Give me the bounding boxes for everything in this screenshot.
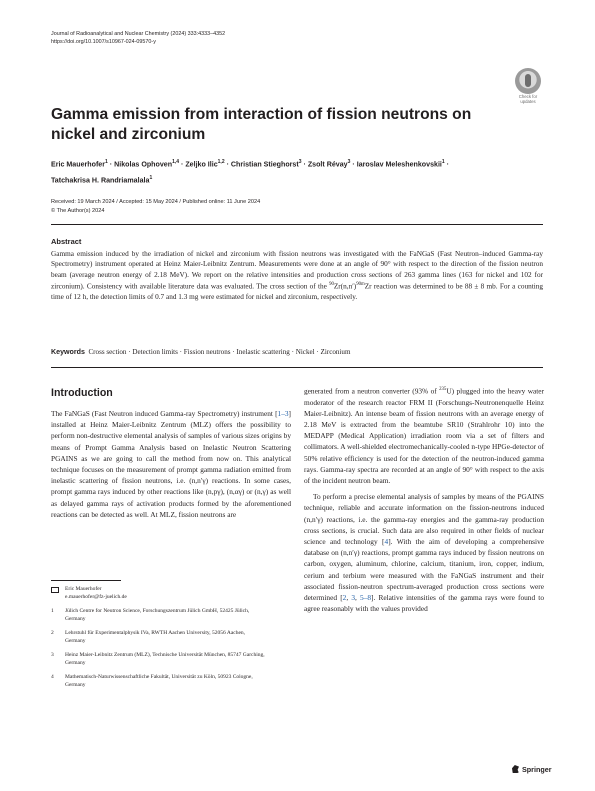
body-column-left <box>51 408 291 520</box>
badge-line-1: Check for <box>518 94 538 99</box>
email-link[interactable]: e.mauerhofer@fz-juelich.de <box>65 593 127 600</box>
divider <box>51 224 543 225</box>
citation-link[interactable]: 1–3 <box>277 409 289 418</box>
author-affiliation: 1 <box>105 159 108 165</box>
author-name[interactable]: Zeljko Ilic <box>185 160 218 169</box>
corresponding-author: Eric Mauerhofer <box>65 586 102 592</box>
springer-horse-icon <box>512 765 519 773</box>
author-affiliation: 1,4 <box>172 159 180 165</box>
author-name[interactable]: Tatchakrisa H. Randriamalala <box>51 176 150 185</box>
author-name[interactable]: Iaroslav Meleshenkovskii <box>356 160 442 169</box>
journal-citation: Journal of Radioanalytical and Nuclear Chemistry (2024) 333:4333–4352 <box>51 31 226 37</box>
doi-link[interactable]: https://doi.org/10.1007/s10967-024-09570-y <box>51 39 156 45</box>
check-for-updates-badge[interactable] <box>513 68 543 104</box>
author-affiliation: 1 <box>441 159 445 165</box>
journal-header <box>51 30 225 46</box>
paragraph: The FaNGaS (Fast Neutron induced Gamma-ray Spectrometry) instrument [1–3] installed at Heinz Maier-Leibnitz Zentrum (MLZ) offers the possibility to perform non-destructive elemental analysis of samples of various sizes origins by means of Prompt Gamma Analysis based on Inelastic Neutron Scattering PGAINS as we are going to call the method from now on. This analytical technique focuses on the measurement of prompt gamma radiation emitted from inelastic scattering of fission neutrons, i.e. (n,n′γ) reactions. In some cases, prompt gamma rays induced by other reactions like (n,pγ), (n,αγ) or (n,γ) as well as delayed gamma rays of activation products formed by the aforementioned reactions can be detected as well. At MLZ, fission neutrons are <box>51 409 291 519</box>
citation-link[interactable]: 5–8 <box>359 593 371 603</box>
author-affiliation: 1 <box>149 174 153 181</box>
abstract-heading: Abstract <box>51 237 82 246</box>
author-name[interactable]: Eric Mauerhofer <box>51 160 106 169</box>
section-heading-introduction: Introduction <box>51 387 113 399</box>
author-list: Eric Mauerhofer$^1$ · Nikolas Ophoven$^{1,4}$ · Zeljko Ilic$^{1,2}$ · Christian Stieghorst$^3$ · Zsolt Révay$^3$ · Iaroslav Meleshenkovskii$^1$ · Tatchakrisa H. Randriamalala$^1$ <box>51 159 450 185</box>
citation-link[interactable]: 4 <box>384 537 389 547</box>
footnote-rule <box>51 580 121 581</box>
body-column-right <box>304 384 544 615</box>
citation-link[interactable]: 2 <box>342 593 347 603</box>
keywords-label: Keywords <box>51 348 85 356</box>
author-affiliation: 3 <box>298 159 302 165</box>
author-affiliation: 3 <box>347 159 351 165</box>
citation-link[interactable]: 3 <box>351 593 355 603</box>
keywords-text: Cross section · Detection limits · Fission neutrons · Inelastic scattering · Nickel · Zirconium <box>88 348 351 356</box>
publisher-name: Springer <box>522 765 552 774</box>
author-name[interactable]: Zsolt Révay <box>307 160 348 169</box>
badge-line-2: updates <box>520 98 536 104</box>
publication-dates <box>51 198 260 215</box>
email-icon <box>51 586 59 596</box>
author-name[interactable]: Nikolas Ophoven <box>114 160 173 169</box>
keywords <box>51 348 546 356</box>
bookmark-icon <box>515 68 541 94</box>
history-dates: Received: 19 March 2024 / Accepted: 15 May 2024 / Published online: 11 June 2024 <box>51 199 261 205</box>
divider <box>51 367 543 368</box>
author-name[interactable]: Christian Stieghorst <box>230 160 299 169</box>
abstract-text: Gamma emission induced by the irradiation of nickel and zirconium with fission neutrons was investigated with the FaNGaS (Fast Neutron–induced Gamma-ray Spectrometry) instrument operated at Heinz Maier-Leibnitz Zentrum. Measurements were done at an angle of 90° with respect to the direction of the fission neutron beam (average neutron energy of 2.18 MeV). We report on the relative intensities and production cross sections of 263 gamma lines (163 for nickel and 102 for zirconium). Consistency with available literature data was evaluated. The cross section of the $^{90}Zr(n,n')^{90m}Zr$ reaction was determined to be 88 ± 8 mb. For a counting time of 12 h, the detection limits of 0.7 and 1.3 mg were estimated for nickel and zirconium, respectively. <box>51 250 543 302</box>
article-title: Gamma emission from interaction of fission neutrons on nickel and zirconium <box>51 106 472 143</box>
paragraph: To perform a precise elemental analysis of samples by means of the PGAINS technique, reliable and accurate information on the fission-neutrons induced (n,n′γ) reactions, i.e. the gamma-ray energies and the gamma-ray production cross sections, is crucial. Such data are also required in other fields of nuclear science and technology [4]. With the aim of developing a comprehensive database on (n,n′γ) reactions, prompt gamma rays induced by fission neutrons on carbon, oxygen, aluminum, chlorine, calcium, titanium, iron, copper, indium, cerium and terbium were measured with the FaNGaS instrument and their associated fission-neutron spectrum-averaged production cross sections were determined [2, 3, 5–8]. Relative intensities of the gamma rays were found to agree reasonably with the values provided <box>304 492 545 614</box>
author-affiliation: 1,2 <box>217 159 225 165</box>
publisher-logo <box>512 764 552 774</box>
copyright: © The Author(s) 2024 <box>51 207 105 214</box>
paragraph: generated from a neutron converter (93% of $^{235}$U) plugged into the heavy water moderator of the research reactor FRM II (Forschungs-Neutronenquelle Heinz Maier-Leibnitz). An intense beam of fission neutrons with an average energy of 2.18 MeV is extracted from the beamtube SR10 (Strahlrohr 10) into the MEDAPP (Medical Application) irradiation room via a set of filters and collimators. A well-shielded electromechanically-cooled n-type HPGe-detector of 50% relative efficiency is used for the detection of the neutron-induced gamma rays. Gamma-ray spectra are recorded at an angle of 90° with respect to the axis of the incident neutron beam. <box>304 386 545 486</box>
